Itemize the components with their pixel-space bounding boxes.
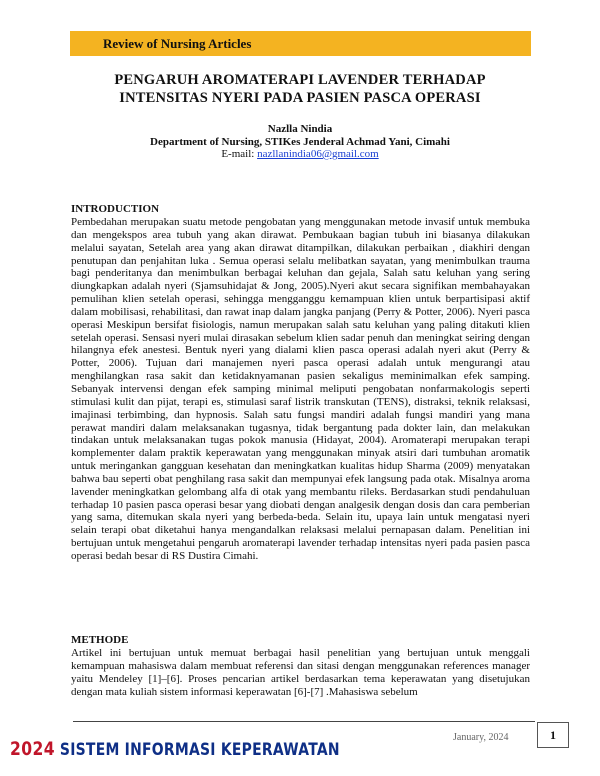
- footer-brand: [10, 737, 340, 761]
- email-link[interactable]: nazllanindia06@gmail.com: [257, 148, 379, 160]
- author-email-line: [221, 148, 378, 160]
- page-number: 1: [537, 722, 569, 748]
- footer-divider: [73, 721, 535, 722]
- title-line-1: PENGARUH AROMATERAPI LAVENDER TERHADAP: [114, 72, 486, 88]
- method-body: Artikel ini bertujuan untuk memuat berbagai hasil penelitian yang bertujuan untuk menggali kemampuan mahasiswa dalam membuat referensi dan sitasi dengan menggunakan references manager yaitu Mendeley [1]–[6]. Proses pencarian artikel berdasarkan tema keperawatan yang disetujukan dengan mata kuliah sistem informasi keperawatan [6]-[7] .Mahasiswa sebelum: [71, 647, 530, 698]
- author-block: [60, 123, 540, 161]
- introduction-heading: INTRODUCTION: [71, 203, 160, 215]
- footer-date: January, 2024: [453, 732, 509, 743]
- title-line-2: INTENSITAS NYERI PADA PASIEN PASCA OPERASI: [119, 90, 481, 106]
- method-section: [71, 634, 530, 698]
- brand-year: 2024: [10, 738, 56, 760]
- author-name: Nazlla Nindia: [267, 123, 333, 135]
- journal-header-band: [70, 31, 531, 56]
- article-title: [60, 71, 540, 107]
- journal-label: Review of Nursing Articles: [103, 36, 252, 51]
- method-heading: METHODE: [71, 634, 129, 646]
- brand-name: SISTEM INFORMASI KEPERAWATAN: [59, 740, 340, 760]
- introduction-section: [71, 203, 530, 563]
- author-affiliation: Department of Nursing, STIKes Jenderal Achmad Yani, Cimahi: [150, 135, 450, 148]
- email-label: E-mail:: [221, 148, 258, 160]
- introduction-body: Pembedahan merupakan suatu metode pengobatan yang menggunakan metode invasif untuk membuka dan mengekspos area tubuh yang akan dirawat. Pembukaan bagian tubuh ini biasanya dilakukan melalui sayatan, Setelah area yang akan dirawat ditampilkan, dilakukan perbaikan , diakhiri dengan penutupan dan penjahitan luka . Semua operasi selalu melibatkan sayatan, yang menimbulkan trauma bagi penderitanya dan menimbulkan berbagai keluhan dan gejala, Salah satu keluhan yang sering diungkapkan adalah nyeri (Sjamsuhidajat & Jong, 2005).Nyeri akut secara signifikan membahayakan pemulihan klien setelah operasi, sehingga mengganggu kemampuan klien untuk berpartisipasi aktif dalam mobilisasi, rehabilitasi, dan rawat inap dalam jangka panjang (Perry & Potter, 2006). Nyeri pasca operasi Meskipun bersifat fisiologis, namun merupakan salah satu keluhan yang paling ditakuti klien setelah operasi. Sensasi nyeri mulai dirasakan sebelum klien sadar penuh dan meningkat seiring dengan hilangnya efek anestesi. Bentuk nyeri yang dialami klien pasca operasi adalah nyeri akut (Perry & Potter, 2006). Tujuan dari manajemen nyeri pasca operasi adalah untuk mengurangi atau menghilangkan rasa sakit dan ketidaknyamanan pasien sekaligus meminimalkan efek samping. Sebanyak intervensi dengan efek samping minimal meliputi pengobatan nonfarmakologis seperti stimulasi kulit dan pijat, terapi es, stimulasi saraf listrik transkutan (TENS), distraksi, teknik relaksasi, imajinasi terbimbing, dan hypnosis. Salah satu fungsi mandiri adalah fungsi mandiri yang mana perawat mandiri dalam melaksanakan tugasnya, tidak bergantung pada dokter lain, dan melakukan tindakan untuk melaksanakan tugas pokok manusia (Hidayat, 2004). Aromaterapi merupakan terapi komplementer dalam praktik keperawatan yang menggunakan minyak atsiri dari tumbuhan aromatik untuk meringankan gangguan kesehatan dan meningkatkan kualitas hidup Sharma (2009) menyatakan bahwa bau seperti obat penghilang rasa sakit dan mempunyai efek langsung pada otak. Misalnya aroma lavender meningkatkan gelombang alfa di otak yang membantu rileks. Berdasarkan studi pendahuluan terhadap 10 pasien pasca operasi besar yang diobati dengan analgesik dengan dosis dan cara pemberian yang sama, ditemukan skala nyeri yang berbeda-beda. Selain itu, upaya lain untuk mengatasi nyeri selain terapi obat diketahui hanya mengandalkan relaksasi melalui pernapasan dalam. Penelitian ini bertujuan untuk mengetahui pengaruh aromaterapi lavender terhadap intensitas nyeri pada pasien pasca operasi bedah besar di RS Dustira Cimahi.: [71, 216, 530, 562]
